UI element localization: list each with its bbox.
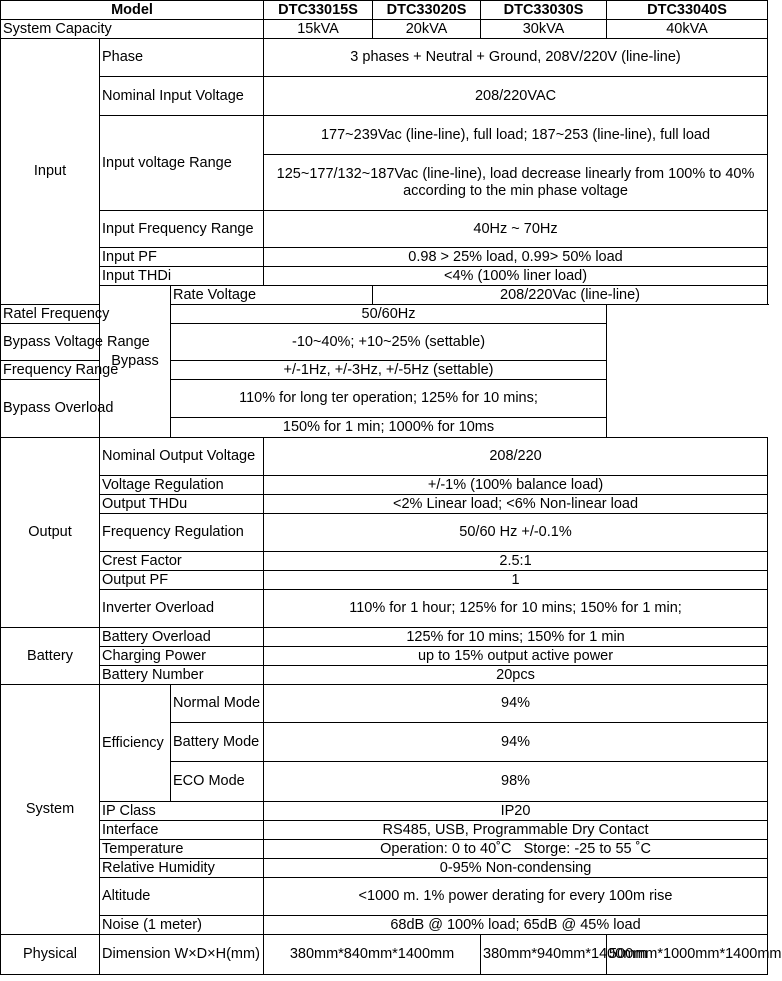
- relative-humidity-row: [1, 859, 768, 878]
- charging-power-label: Charging Power: [100, 647, 264, 666]
- battery-overload-row: [1, 628, 768, 647]
- temperature-label: Temperature: [100, 840, 264, 859]
- system-capacity-label: System Capacity: [1, 20, 264, 39]
- capacity-30kva: 30kVA: [481, 20, 607, 39]
- input-thdi-label: Input THDi: [100, 267, 264, 286]
- bypass-frequency-range-label: Frequency Range: [1, 361, 171, 380]
- ip-class-label: IP Class: [100, 802, 264, 821]
- nominal-output-voltage-row: [1, 438, 768, 476]
- input-frequency-range-label: Input Frequency Range: [100, 211, 264, 248]
- nominal-output-voltage-label: Nominal Output Voltage: [100, 438, 264, 476]
- interface-label: Interface: [100, 821, 264, 840]
- bypass-rate-frequency-row: [1, 305, 768, 324]
- model-header-row: [1, 1, 768, 20]
- output-thdu-value: <2% Linear load; <6% Non-linear load: [264, 495, 768, 514]
- bypass-overload-label: Bypass Overload: [1, 380, 171, 438]
- normal-mode-value: 94%: [264, 685, 768, 723]
- voltage-regulation-value: +/-1% (100% balance load): [264, 476, 768, 495]
- bypass-frequency-range-row: [1, 361, 768, 380]
- eco-mode-value: 98%: [264, 762, 768, 802]
- model-dtc33015s: DTC33015S: [264, 1, 373, 20]
- relative-humidity-value: 0-95% Non-condensing: [264, 859, 768, 878]
- model-label: Model: [1, 1, 264, 20]
- input-voltage-range-label: Input voltage Range: [100, 116, 264, 211]
- noise-label: Noise (1 meter): [100, 916, 264, 935]
- output-thdu-row: [1, 495, 768, 514]
- bypass-rate-frequency-value: 50/60Hz: [171, 305, 607, 324]
- altitude-label: Altitude: [100, 878, 264, 916]
- capacity-40kva: 40kVA: [607, 20, 768, 39]
- dimension-value-30: 380mm*940mm*1400mm: [481, 935, 607, 975]
- nominal-output-voltage-value: 208/220: [264, 438, 768, 476]
- input-phase-row: [1, 39, 768, 77]
- model-dtc33040s: DTC33040S: [607, 1, 768, 20]
- nominal-input-voltage-label: Nominal Input Voltage: [100, 77, 264, 116]
- ip-class-row: [1, 802, 768, 821]
- bypass-voltage-range-value: -10~40%; +10~25% (settable): [171, 324, 607, 361]
- output-pf-row: [1, 571, 768, 590]
- altitude-value: <1000 m. 1% power derating for every 100m rise: [264, 878, 768, 916]
- noise-value: 68dB @ 100% load; 65dB @ 45% load: [264, 916, 768, 935]
- bypass-rate-voltage-label: Rate Voltage: [171, 286, 373, 305]
- input-frequency-range-value: 40Hz ~ 70Hz: [264, 211, 768, 248]
- input-frequency-range-row: [1, 211, 768, 248]
- voltage-regulation-label: Voltage Regulation: [100, 476, 264, 495]
- section-system: System: [1, 685, 100, 935]
- bypass-overload-value-1: 110% for long ter operation; 125% for 10 mins;: [171, 380, 607, 418]
- interface-value: RS485, USB, Programmable Dry Contact: [264, 821, 768, 840]
- efficiency-normal-mode-row: [1, 685, 768, 723]
- dimension-value-40: 500mm*1000mm*1400mm: [607, 935, 768, 975]
- crest-factor-value: 2.5:1: [264, 552, 768, 571]
- inverter-overload-label: Inverter Overload: [100, 590, 264, 628]
- bypass-overload-row-1: [1, 380, 768, 418]
- interface-row: [1, 821, 768, 840]
- section-physical: Physical: [1, 935, 100, 975]
- altitude-row: [1, 878, 768, 916]
- battery-mode-value: 94%: [264, 723, 768, 762]
- bypass-rate-voltage-value: 208/220Vac (line-line): [373, 286, 768, 305]
- eco-mode-label: ECO Mode: [171, 762, 264, 802]
- input-thdi-row: [1, 267, 768, 286]
- input-pf-row: [1, 248, 768, 267]
- bypass-voltage-range-label: Bypass Voltage Range: [1, 324, 171, 361]
- input-pf-value: 0.98 > 25% load, 0.99> 50% load: [264, 248, 768, 267]
- dimension-value-15-20: 380mm*840mm*1400mm: [264, 935, 481, 975]
- dimension-label: Dimension W×D×H(mm): [100, 935, 264, 975]
- voltage-regulation-row: [1, 476, 768, 495]
- temperature-value: Operation: 0 to 40˚C Storge: -25 to 55 ˚C: [264, 840, 768, 859]
- ip-class-value: IP20: [264, 802, 768, 821]
- bypass-rate-frequency-label: Ratel Frequency: [1, 305, 171, 324]
- bypass-frequency-range-value: +/-1Hz, +/-3Hz, +/-5Hz (settable): [171, 361, 607, 380]
- section-battery: Battery: [1, 628, 100, 685]
- input-voltage-range-row-1: [1, 116, 768, 155]
- battery-number-label: Battery Number: [100, 666, 264, 685]
- dimension-row: [1, 935, 768, 975]
- output-thdu-label: Output THDu: [100, 495, 264, 514]
- model-dtc33030s: DTC33030S: [481, 1, 607, 20]
- section-input: Input: [1, 39, 100, 305]
- frequency-regulation-label: Frequency Regulation: [100, 514, 264, 552]
- temperature-row: [1, 840, 768, 859]
- frequency-regulation-value: 50/60 Hz +/-0.1%: [264, 514, 768, 552]
- model-dtc33020s: DTC33020S: [373, 1, 481, 20]
- nominal-input-voltage-value: 208/220VAC: [264, 77, 768, 116]
- efficiency-label: Efficiency: [100, 685, 171, 802]
- section-bypass: Bypass: [100, 286, 171, 438]
- input-phase-label: Phase: [100, 39, 264, 77]
- system-capacity-row: [1, 20, 768, 39]
- input-phase-value: 3 phases + Neutral + Ground, 208V/220V (line-line): [264, 39, 768, 77]
- capacity-15kva: 15kVA: [264, 20, 373, 39]
- section-output: Output: [1, 438, 100, 628]
- capacity-20kva: 20kVA: [373, 20, 481, 39]
- frequency-regulation-row: [1, 514, 768, 552]
- bypass-overload-value-2: 150% for 1 min; 1000% for 10ms: [171, 418, 607, 438]
- inverter-overload-row: [1, 590, 768, 628]
- battery-mode-label: Battery Mode: [171, 723, 264, 762]
- input-thdi-value: <4% (100% liner load): [264, 267, 768, 286]
- normal-mode-label: Normal Mode: [171, 685, 264, 723]
- bypass-rate-voltage-row: [1, 286, 768, 305]
- input-voltage-range-value-1: 177~239Vac (line-line), full load; 187~253 (line-line), full load: [264, 116, 768, 155]
- battery-overload-value: 125% for 10 mins; 150% for 1 min: [264, 628, 768, 647]
- noise-row: [1, 916, 768, 935]
- nominal-input-voltage-row: [1, 77, 768, 116]
- relative-humidity-label: Relative Humidity: [100, 859, 264, 878]
- crest-factor-row: [1, 552, 768, 571]
- output-pf-value: 1: [264, 571, 768, 590]
- inverter-overload-value: 110% for 1 hour; 125% for 10 mins; 150% for 1 min;: [264, 590, 768, 628]
- charging-power-row: [1, 647, 768, 666]
- battery-number-value: 20pcs: [264, 666, 768, 685]
- output-pf-label: Output PF: [100, 571, 264, 590]
- input-pf-label: Input PF: [100, 248, 264, 267]
- charging-power-value: up to 15% output active power: [264, 647, 768, 666]
- input-voltage-range-value-2: 125~177/132~187Vac (line-line), load decrease linearly from 100% to 40% according to the min phase voltage: [264, 155, 768, 211]
- battery-overload-label: Battery Overload: [100, 628, 264, 647]
- battery-number-row: [1, 666, 768, 685]
- crest-factor-label: Crest Factor: [100, 552, 264, 571]
